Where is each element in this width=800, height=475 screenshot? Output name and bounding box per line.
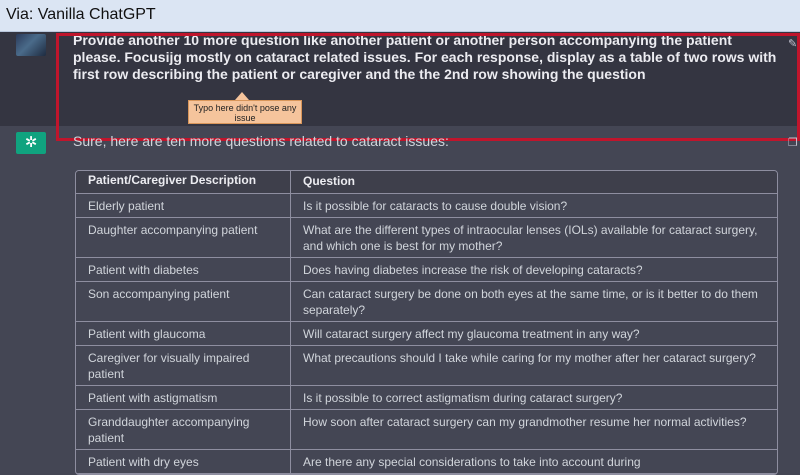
description-cell: Patient with astigmatism [76, 386, 291, 409]
question-cell: Can cataract surgery be done on both eyes at the same time, or is it better to do them separately? [303, 287, 758, 317]
table-header-row [76, 171, 777, 194]
description-cell: Patient with dry eyes [76, 450, 291, 473]
question-cell: What precautions should I take while caring for my mother after her cataract surgery? [303, 351, 756, 365]
table-row [76, 410, 777, 450]
table-row [76, 322, 777, 346]
question-cell: How soon after cataract surgery can my grandmother resume her normal activities? [303, 415, 747, 429]
question-cell: What are the different types of intraocular lenses (IOLs) available for cataract surgery, and which one is best for my mother? [303, 223, 758, 253]
table-row [76, 282, 777, 322]
column-header-description: Patient/Caregiver Description [76, 171, 291, 193]
question-cell: Is it possible to correct astigmatism during cataract surgery? [303, 391, 623, 405]
table-row [76, 386, 777, 410]
description-cell: Patient with glaucoma [76, 322, 291, 345]
description-cell: Daughter accompanying patient [76, 218, 291, 257]
table-row [76, 218, 777, 258]
user-avatar [16, 34, 46, 56]
callout-annotation: Typo here didn't pose any issue [188, 100, 302, 124]
table-row [76, 450, 777, 474]
table-row [76, 346, 777, 386]
edit-icon[interactable]: ✎ [788, 38, 798, 50]
column-header-question: Question [303, 174, 356, 188]
title-banner [0, 0, 800, 32]
description-cell: Patient with diabetes [76, 258, 291, 281]
description-cell: Elderly patient [76, 194, 291, 217]
highlight-annotation-box [56, 33, 800, 141]
question-cell: Does having diabetes increase the risk of developing cataracts? [303, 263, 643, 277]
description-cell: Caregiver for visually impaired patient [76, 346, 291, 385]
question-cell: Are there any special considerations to take into account during [303, 455, 641, 469]
copy-icon[interactable]: ❐ [788, 137, 798, 149]
assistant-intro-text: Sure, here are ten more questions related to cataract issues: [73, 133, 449, 149]
table-row [76, 194, 777, 218]
callout-arrow [235, 92, 249, 100]
response-table [75, 170, 778, 475]
banner-title: Via: Vanilla ChatGPT [6, 6, 156, 23]
question-cell: Is it possible for cataracts to cause double vision? [303, 199, 568, 213]
description-cell: Granddaughter accompanying patient [76, 410, 291, 449]
description-cell: Son accompanying patient [76, 282, 291, 321]
user-message-text: Provide another 10 more question like another patient or another person accompanying the patient please. Focusijg mostly on cataract related issues. For each response, display as a table of two rows with first row describing the patient or caregiver and the the 2nd row showing the question [73, 32, 777, 82]
chatgpt-logo-icon: ✲ [16, 132, 46, 154]
question-cell: Will cataract surgery affect my glaucoma treatment in any way? [303, 327, 640, 341]
table-row [76, 258, 777, 282]
